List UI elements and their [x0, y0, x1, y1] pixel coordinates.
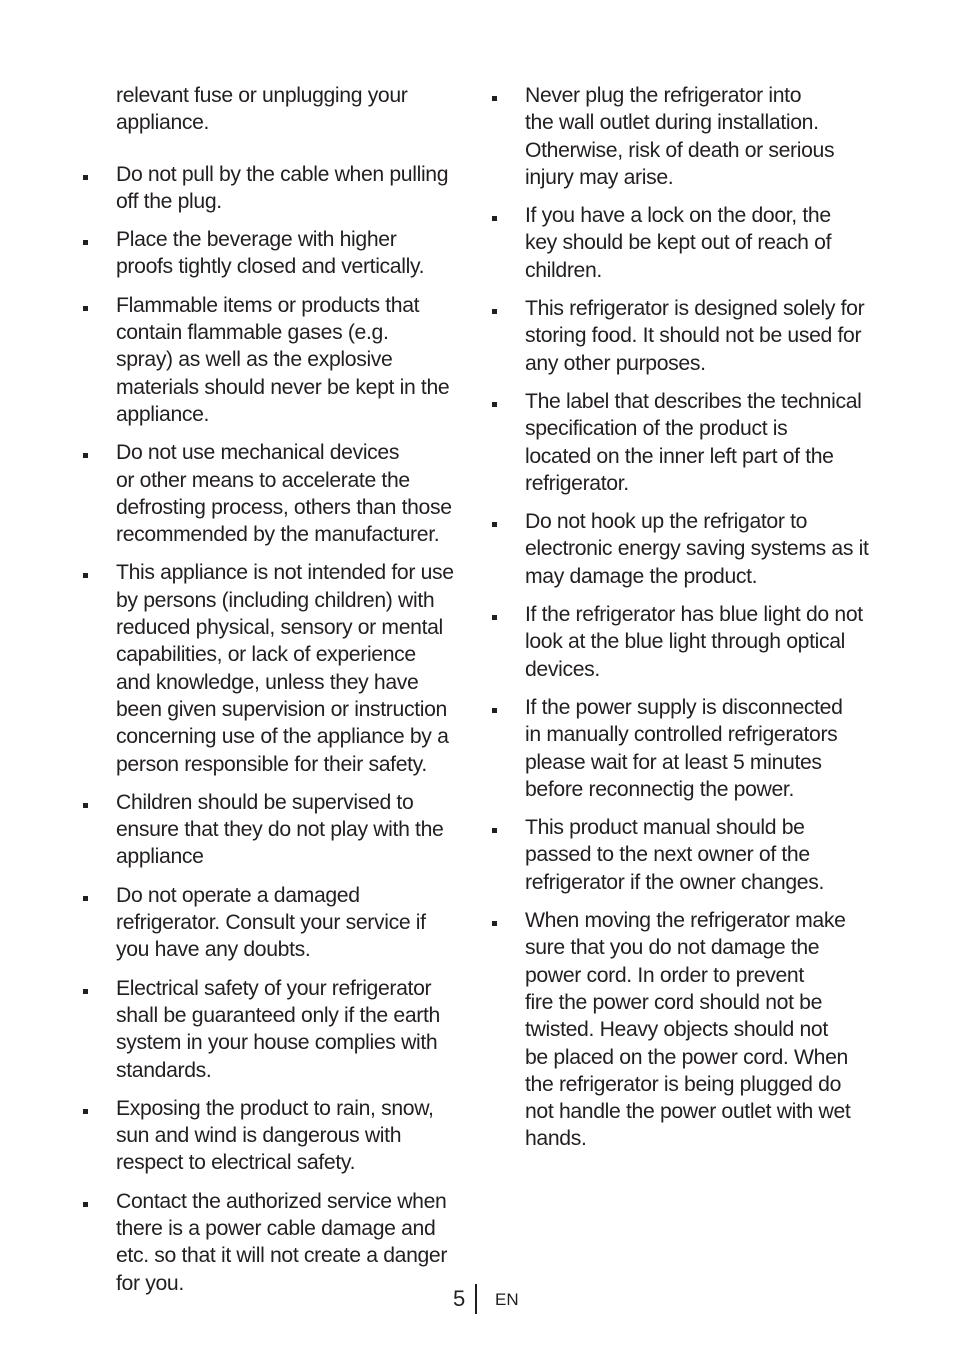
list-item [83, 1095, 468, 1177]
square-bullet-icon [83, 989, 88, 994]
right-column [492, 82, 882, 1164]
list-item [83, 789, 468, 871]
left-column [83, 82, 468, 1308]
language-code: EN [495, 1290, 519, 1309]
list-item-text: When moving the refrigerator make sure that you do not damage the power cord. In order to prevent fire the power cord should not be twisted. Heavy objects should not be placed on the power cord. When the refrigerator is being plugged do not handle the power outlet with wet hands. [525, 909, 851, 1151]
list-item [492, 601, 882, 683]
footer-divider [475, 1284, 477, 1314]
list-item-text: If you have a lock on the door, the key should be kept out of reach of children. [525, 204, 832, 282]
list-item [83, 559, 468, 777]
list-item-text: Do not hook up the refrigator to electronic energy saving systems as it may damage the product. [525, 510, 869, 588]
list-item-text: Exposing the product to rain, snow, sun and wind is dangerous with respect to electrical safety. [116, 1096, 434, 1175]
square-bullet-icon [83, 306, 88, 311]
list-item-text: If the power supply is disconnected in manually controlled refrigerators please wait for at least 5 minutes before reconnectig the power. [525, 695, 843, 801]
list-item-text: Do not operate a damaged refrigerator. Consult your service if you have any doubts. [116, 883, 426, 962]
list-item-text: Never plug the refrigerator into the wall outlet during installation. Otherwise, risk of death or serious injury may arise. [525, 84, 835, 189]
list-item [492, 295, 882, 377]
square-bullet-icon [83, 175, 88, 180]
continued-paragraph: relevant fuse or unplugging your appliance. [116, 84, 408, 135]
list-item [83, 1188, 468, 1297]
list-item-text: Do not pull by the cable when pulling off the plug. [116, 162, 449, 213]
list-item-text: This appliance is not intended for use by persons (including children) with reduced physical, sensory or mental capabilities, or lack of experience and knowledge, unless they have been given supervision or instruction concerning use of the appliance by a person responsible for their safety. [116, 561, 454, 776]
list-item-text: This product manual should be passed to the next owner of the refrigerator if the owner changes. [525, 816, 825, 894]
square-bullet-icon [492, 708, 497, 713]
square-bullet-icon [492, 216, 497, 221]
square-bullet-icon [83, 803, 88, 808]
list-item [492, 388, 882, 497]
list-item [83, 882, 468, 964]
page-footer [0, 1284, 954, 1316]
list-item-text: Place the beverage with higher proofs tightly closed and vertically. [116, 228, 425, 279]
list-item-text: Electrical safety of your refrigerator shall be guaranteed only if the earth system in your house complies with standards. [116, 976, 440, 1082]
list-item [492, 82, 882, 191]
list-item-text: The label that describes the technical specification of the product is located on the inner left part of the refrigerator. [525, 389, 862, 495]
list-item [492, 202, 882, 284]
list-item [83, 161, 468, 216]
square-bullet-icon [492, 615, 497, 620]
square-bullet-icon [492, 402, 497, 407]
square-bullet-icon [83, 1202, 88, 1207]
square-bullet-icon [83, 453, 88, 458]
list-item-text: This refrigerator is designed solely for storing food. It should not be used for any other purposes. [525, 297, 865, 375]
square-bullet-icon [492, 828, 497, 833]
list-item-text: Flammable items or products that contain flammable gases (e.g. spray) as well as the explosive materials should never be kept in the appliance. [116, 293, 450, 426]
list-item [492, 814, 882, 896]
list-item [83, 292, 468, 428]
list-item-text: Do not use mechanical devices or other means to accelerate the defrosting process, others than those recommended by the manufacturer. [116, 441, 452, 547]
square-bullet-icon [83, 1109, 88, 1114]
page-number: 5 [453, 1286, 466, 1311]
list-item [83, 975, 468, 1084]
square-bullet-icon [83, 573, 88, 578]
list-item-text: Children should be supervised to ensure that they do not play with the appliance [116, 790, 444, 869]
list-item [492, 907, 882, 1153]
square-bullet-icon [492, 921, 497, 926]
list-item [492, 694, 882, 803]
list-item [492, 508, 882, 590]
square-bullet-icon [492, 96, 497, 101]
list-item-text: If the refrigerator has blue light do not look at the blue light through optical devices. [525, 603, 863, 681]
square-bullet-icon [492, 309, 497, 314]
square-bullet-icon [83, 896, 88, 901]
list-item [83, 226, 468, 281]
list-item [83, 439, 468, 548]
square-bullet-icon [492, 522, 497, 527]
square-bullet-icon [83, 240, 88, 245]
list-item-text: Contact the authorized service when there is a power cable damage and etc. so that it will not create a danger for you. [116, 1189, 448, 1295]
